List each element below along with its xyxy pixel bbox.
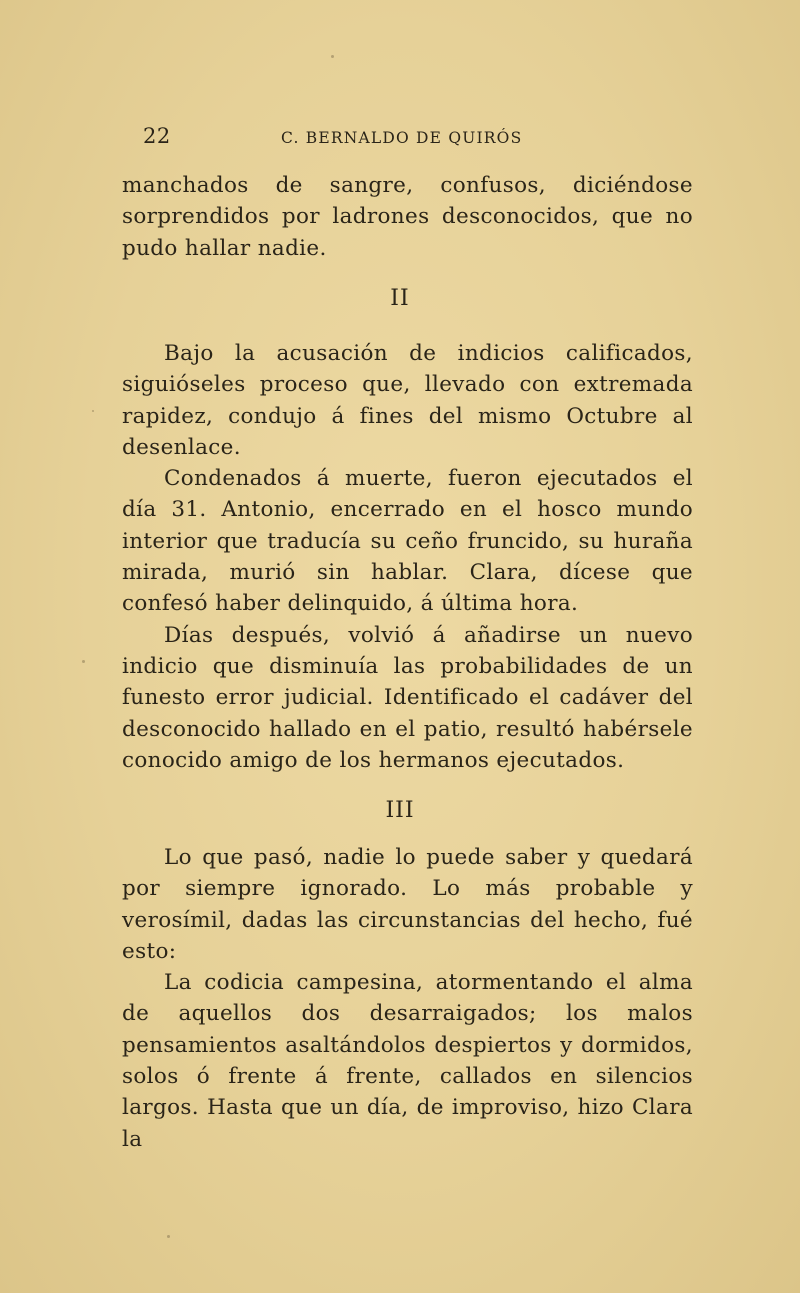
page-number: 22: [143, 124, 171, 148]
paragraph: Lo que pasó, nadie lo puede saber y quedará por siempre ignorado. Lo más probable y verosímil, dadas las circunstancias del hecho, fué esto:: [122, 845, 693, 964]
paper-speck: [82, 660, 85, 663]
paper-speck: [331, 55, 334, 58]
paragraph: Días después, volvió á añadirse un nuevo indicio que disminuía las probabilidades de un funesto error judicial. Identificado el cadáver del desconocido hallado en el patio, resultó habérsele conocido amigo de los hermanos ejecutados.: [122, 622, 693, 773]
text-block-opening: [122, 170, 693, 264]
paragraph: manchados de sangre, confusos, diciéndose sorprendidos por ladrones desconocidos, que no pudo hallar nadie.: [122, 173, 693, 261]
text-block-section-iii: [122, 842, 693, 1155]
section-heading-ii: II: [390, 286, 410, 311]
running-head: C. BERNALDO DE QUIRÓS: [281, 129, 523, 147]
page-header: [143, 124, 573, 154]
paragraph: Bajo la acusación de indicios calificados, siguióseles proceso que, llevado con extremada rapidez, condujo á fines del mismo Octubre al desenlace.: [122, 341, 693, 460]
paper-speck: [92, 410, 94, 412]
paragraph: La codicia campesina, atormentando el alma de aquellos dos desarraigados; los malos pensamientos asaltándolos despiertos y dormidos, solos ó frente á frente, callados en silencios largos. Hasta que un día, de improviso, hizo Clara la: [122, 970, 693, 1152]
paper-speck: [167, 1235, 170, 1238]
paragraph: Condenados á muerte, fueron ejecutados el día 31. Antonio, encerrado en el hosco mundo interior que traducía su ceño fruncido, su huraña mirada, murió sin hablar. Clara, dícese que confesó haber delinquido, á última hora.: [122, 466, 693, 617]
text-block-section-ii: [122, 338, 693, 776]
section-heading-iii: III: [385, 798, 415, 823]
